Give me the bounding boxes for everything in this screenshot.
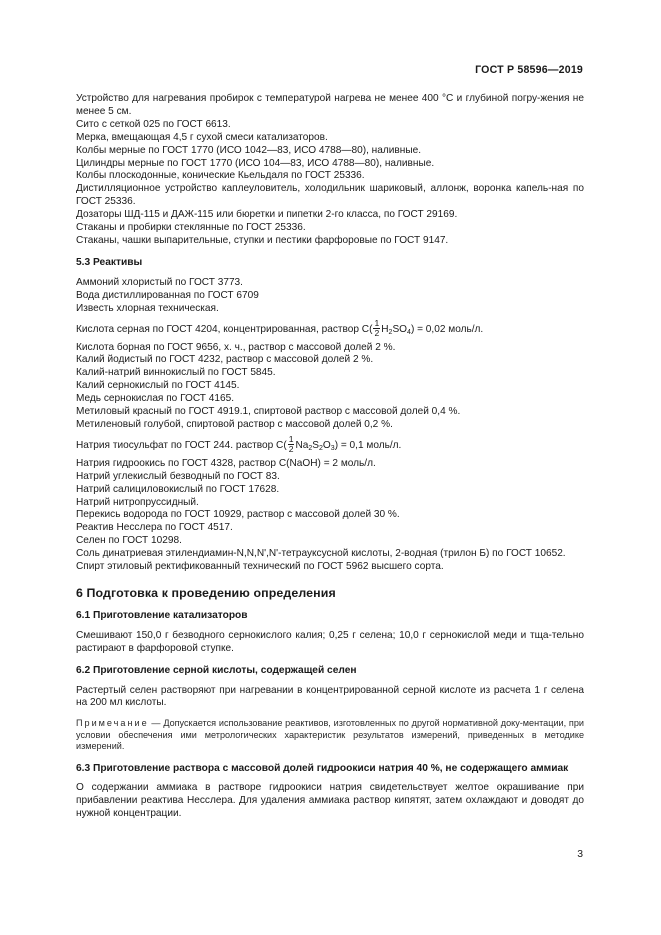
reagent-line-sulfuric-acid [76, 317, 584, 339]
formula-part: SO [392, 323, 408, 335]
equipment-line: Колбы плоскодонные, конические Кьельдаля по ГОСТ 25336. [76, 170, 365, 182]
reagent-line: Перекись водорода по ГОСТ 10929, раствор с массовой долей 30 %. [76, 509, 400, 521]
equipment-line: Стаканы, чашки выпарительные, ступки и пестики фарфоровые по ГОСТ 9147. [76, 234, 449, 246]
fraction-one-half [288, 435, 295, 454]
fraction-numerator: 1 [288, 433, 294, 444]
note-label: Примечание [76, 718, 149, 729]
section-6-3-title: 6.3 Приготовление раствора с массовой долей гидроокиси натрия 40 %, не содержащего аммиак [76, 762, 569, 774]
section-6-3-text: О содержании аммиака в растворе гидроокиси натрия свидетельствует желтое окрашивание при прибавлении реактива Несслера. Для удаления аммиака раствор кипятят, затем охлаждают и доводят до нужной концентрации. [76, 782, 584, 820]
fraction-numerator: 1 [374, 317, 380, 328]
section-6-2-note [76, 718, 584, 752]
section-6-1-title: 6.1 Приготовление катализаторов [76, 609, 248, 621]
reagent-line: Реактив Несслера по ГОСТ 4517. [76, 522, 233, 534]
sulfuric-text-before: Кислота серная по ГОСТ 4204, концентрированная, раствор C( [76, 323, 373, 335]
reagent-line: Селен по ГОСТ 10298. [76, 535, 182, 547]
reagent-line: Медь сернокислая по ГОСТ 4165. [76, 393, 235, 405]
formula-part: H [381, 323, 389, 335]
equipment-line: Мерка, вмещающая 4,5 г сухой смеси катализаторов. [76, 131, 328, 143]
reagent-line: Калий-натрий виннокислый по ГОСТ 5845. [76, 367, 276, 379]
page-number: 3 [577, 849, 583, 860]
reagent-line: Натрий углекислый безводный по ГОСТ 83. [76, 470, 280, 482]
reagent-line: Вода дистиллированная по ГОСТ 6709 [76, 289, 259, 301]
section-6-2-title: 6.2 Приготовление серной кислоты, содержащей селен [76, 664, 357, 676]
fraction-denominator: 2 [288, 443, 294, 454]
reagent-line: Спирт этиловый ректификованный технический по ГОСТ 5962 высшего сорта. [76, 561, 444, 573]
equipment-line: Цилиндры мерные по ГОСТ 1770 (ИСО 104—83, ИСО 4788—80), наливные. [76, 157, 435, 169]
thiosulfate-text-after: ) = 0,1 моль/л. [334, 440, 402, 452]
formula-subscript: 4 [407, 328, 411, 336]
equipment-line: Стаканы и пробирки стеклянные по ГОСТ 25336. [76, 222, 306, 234]
section-6-2-text: Растертый селен растворяют при нагревании в концентрированной серной кислоте из расчета 1 г селена на 200 мл кислоты. [76, 684, 584, 709]
equipment-line: Дистилляционное устройство каплеуловитель, холодильник шариковый, аллонж, воронка капель-ная по ГОСТ 25336. [76, 183, 584, 208]
reagent-line-thiosulfate [76, 433, 584, 455]
formula-subscript: 2 [319, 445, 323, 453]
reagent-line: Калий сернокислый по ГОСТ 4145. [76, 380, 240, 392]
equipment-list [76, 93, 584, 248]
formula-part: O [322, 440, 331, 452]
formula-part: S [312, 440, 320, 452]
equipment-line: Колбы мерные по ГОСТ 1770 (ИСО 1042—83, ИСО 4788—80), наливные. [76, 144, 422, 156]
reagent-line: Метиленовый голубой, спиртовой раствор с массовой долей 0,2 %. [76, 418, 393, 430]
section-6-1-text: Смешивают 150,0 г безводного сернокислого калия; 0,25 г селена; 10,0 г сернокислой меди и тща-тельно растирают в фарфоровой ступке. [76, 629, 584, 654]
equipment-line: Сито с сеткой 025 по ГОСТ 6613. [76, 118, 231, 130]
reagent-line: Калий йодистый по ГОСТ 4232, раствор с массовой долей 2 %. [76, 354, 374, 366]
reagent-line: Натрий салициловокислый по ГОСТ 17628. [76, 483, 280, 495]
formula-subscript: 2 [308, 445, 313, 453]
page-content [76, 93, 584, 821]
section-5-3-title: 5.3 Реактивы [76, 256, 143, 268]
fraction-one-half [373, 319, 380, 338]
reagent-line: Аммоний хлористый по ГОСТ 3773. [76, 276, 243, 288]
equipment-line: Дозаторы ШД-115 и ДАЖ-115 или бюретки и пипетки 2-го класса, по ГОСТ 29169. [76, 209, 458, 221]
fraction-denominator: 2 [374, 327, 380, 338]
equipment-line: Устройство для нагревания пробирок с температурой нагрева не менее 400 °С и глубиной погру-жения не менее 5 см. [76, 93, 584, 117]
reagents-list [76, 277, 584, 574]
reagent-line: Натрия гидроокись по ГОСТ 4328, раствор C(NaOH) = 2 моль/л. [76, 457, 376, 469]
thiosulfate-text-before: Натрия тиосульфат по ГОСТ 244. раствор C( [76, 440, 287, 452]
reagent-line: Метиловый красный по ГОСТ 4919.1, спиртовой раствор с массовой долей 0,4 %. [76, 406, 461, 418]
formula-part: Na [295, 440, 309, 452]
reagent-line: Известь хлорная техническая. [76, 302, 219, 314]
note-text: — Допускается использование реактивов, изготовленных по другой нормативной доку-ментации, при условии обеспечения ими метрологических характеристик результатов измерений, приведенных в методике измерений. [76, 718, 584, 752]
section-6-title: 6 Подготовка к проведению определения [76, 586, 336, 600]
document-code-header: ГОСТ Р 58596—2019 [475, 64, 583, 76]
reagent-line: Кислота борная по ГОСТ 9656, х. ч., раствор с массовой долей 2 %. [76, 341, 396, 353]
formula-subscript: 3 [330, 445, 335, 453]
reagent-line: Натрий нитропруссидный. [76, 496, 199, 508]
sulfuric-text-after: ) = 0,02 моль/л. [410, 323, 484, 335]
formula-subscript: 2 [388, 328, 393, 336]
reagent-line: Соль динатриевая этилендиамин-N,N,N',N'-тетрауксусной кислоты, 2-водная (трилон Б) по ГОСТ 10652. [76, 548, 566, 560]
